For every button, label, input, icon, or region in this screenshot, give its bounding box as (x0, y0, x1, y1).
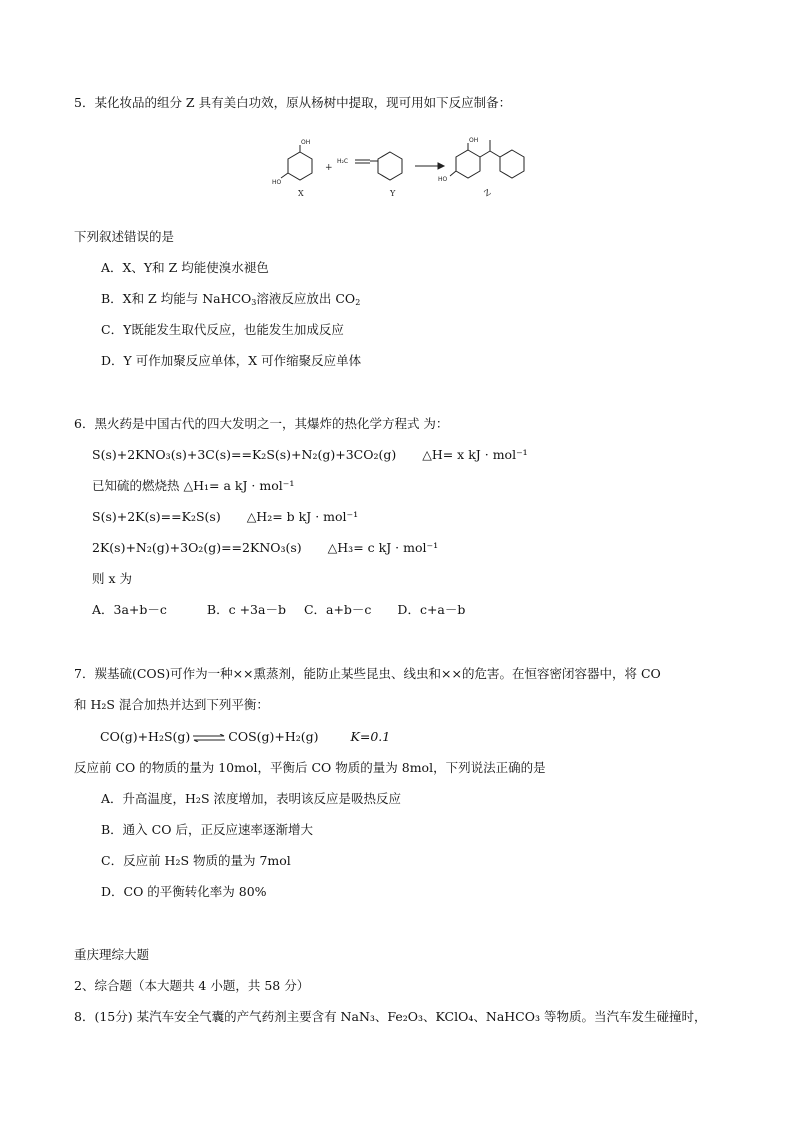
svg-text:H₂C: H₂C (337, 158, 349, 165)
svg-text:HO: HO (272, 179, 282, 186)
q5-option-b-pre: B．X和 Z 均能与 NaHCO (101, 291, 252, 306)
q7-option-c: C．反应前 H₂S 物质的量为 7mol (101, 853, 291, 868)
q7-option-b: B．通入 CO 后，正反应速率逐渐增大 (101, 822, 313, 837)
svg-text:HO: HO (438, 176, 448, 183)
q6-option-b: B．c +3a－b (206, 602, 286, 617)
q6-eq3-formula: 2K(s)+N₂(g)+3O₂(g)==2KNO₃(s) (92, 540, 302, 555)
q6-then: 则 x 为 (92, 571, 132, 586)
q6-eq3-dh: △H₃= c kJ · mol⁻¹ (327, 540, 439, 555)
compound-z-structure (450, 140, 524, 178)
label-y: Y (390, 189, 396, 198)
label-z: Z (482, 187, 493, 199)
q5-option-b-mid: 溶液反应放出 CO (256, 291, 356, 306)
q7-eq-left: CO(g)+H₂S(g) (100, 729, 191, 744)
q5-option-b-sub1: 3 (251, 298, 257, 307)
q5-option-c: C．Y既能发生取代反应，也能发生加成反应 (101, 322, 344, 337)
q5-question: 下列叙述错误的是 (74, 229, 175, 244)
q7-pre: 反应前 CO 的物质的量为 10mol，平衡后 CO 物质的量为 8mol，下列说法正确的是 (74, 760, 546, 775)
q6-eq2-dh: △H₂= b kJ · mol⁻¹ (246, 509, 359, 524)
q6-option-d: D．c+a－b (397, 602, 466, 617)
svg-text:+: + (325, 163, 333, 173)
q7-equilibrium (100, 729, 390, 745)
label-x: X (298, 189, 304, 198)
reaction-scheme (270, 130, 540, 210)
q7-stem-line1: 7．羰基硫(COS)可作为一种××熏蒸剂，能防止某些昆虫、线虫和××的危害。在恒容密闭容器中，将 CO (74, 666, 661, 681)
q6-eq1-dh: △H= x kJ · mol⁻¹ (422, 447, 528, 462)
q8-stem: 8．(15分) 某汽车安全气囊的产气药剂主要含有 NaN₃、Fe₂O₃、KClO₄、NaHCO₃ 等物质。当汽车发生碰撞时， (74, 1009, 707, 1024)
q5-option-b-sub2: 2 (355, 298, 361, 307)
q7-eq-k: K=0.1 (350, 729, 391, 744)
q5-stem: 5．某化妆品的组分 Z 具有美白功效，原从杨树中提取，现可用如下反应制备： (74, 95, 512, 110)
q6-option-a: A．3a+b－c (92, 602, 167, 617)
svg-text:OH: OH (301, 139, 311, 146)
svg-text:OH: OH (469, 137, 479, 144)
equilibrium-arrow-icon (192, 734, 226, 742)
reaction-arrow (415, 163, 444, 169)
compound-x-structure (281, 145, 312, 180)
q6-eq2 (92, 509, 358, 525)
section-title: 重庆理综大题 (74, 947, 150, 962)
q7-stem-line2: 和 H₂S 混合加热并达到下列平衡： (74, 697, 269, 712)
q7-option-a: A．升高温度，H₂S 浓度增加，表明该反应是吸热反应 (101, 791, 401, 806)
q7-option-d: D．CO 的平衡转化率为 80% (101, 884, 267, 899)
q6-eq1 (92, 447, 528, 463)
q6-stem: 6．黑火药是中国古代的四大发明之一，其爆炸的热化学方程式 为： (74, 416, 449, 431)
q6-options (92, 602, 465, 618)
q6-eq3 (92, 540, 438, 556)
q5-option-d: D．Y 可作加聚反应单体，X 可作缩聚反应单体 (101, 353, 362, 368)
q6-eq1-formula: S(s)+2KNO₃(s)+3C(s)==K₂S(s)+N₂(g)+3CO₂(g) (92, 447, 397, 462)
q5-option-a: A．X、Y和 Z 均能使溴水褪色 (101, 260, 269, 275)
q6-option-c: C．a+b－c (303, 602, 372, 617)
section-heading: 2、综合题（本大题共 4 小题，共 58 分） (74, 978, 310, 993)
q7-eq-right: COS(g)+H₂(g) (228, 729, 319, 744)
compound-y-structure (355, 152, 402, 180)
q6-eq2-formula: S(s)+2K(s)==K₂S(s) (92, 509, 221, 524)
q5-option-b (101, 291, 360, 311)
q6-known: 已知硫的燃烧热 △H₁= a kJ · mol⁻¹ (92, 478, 295, 493)
